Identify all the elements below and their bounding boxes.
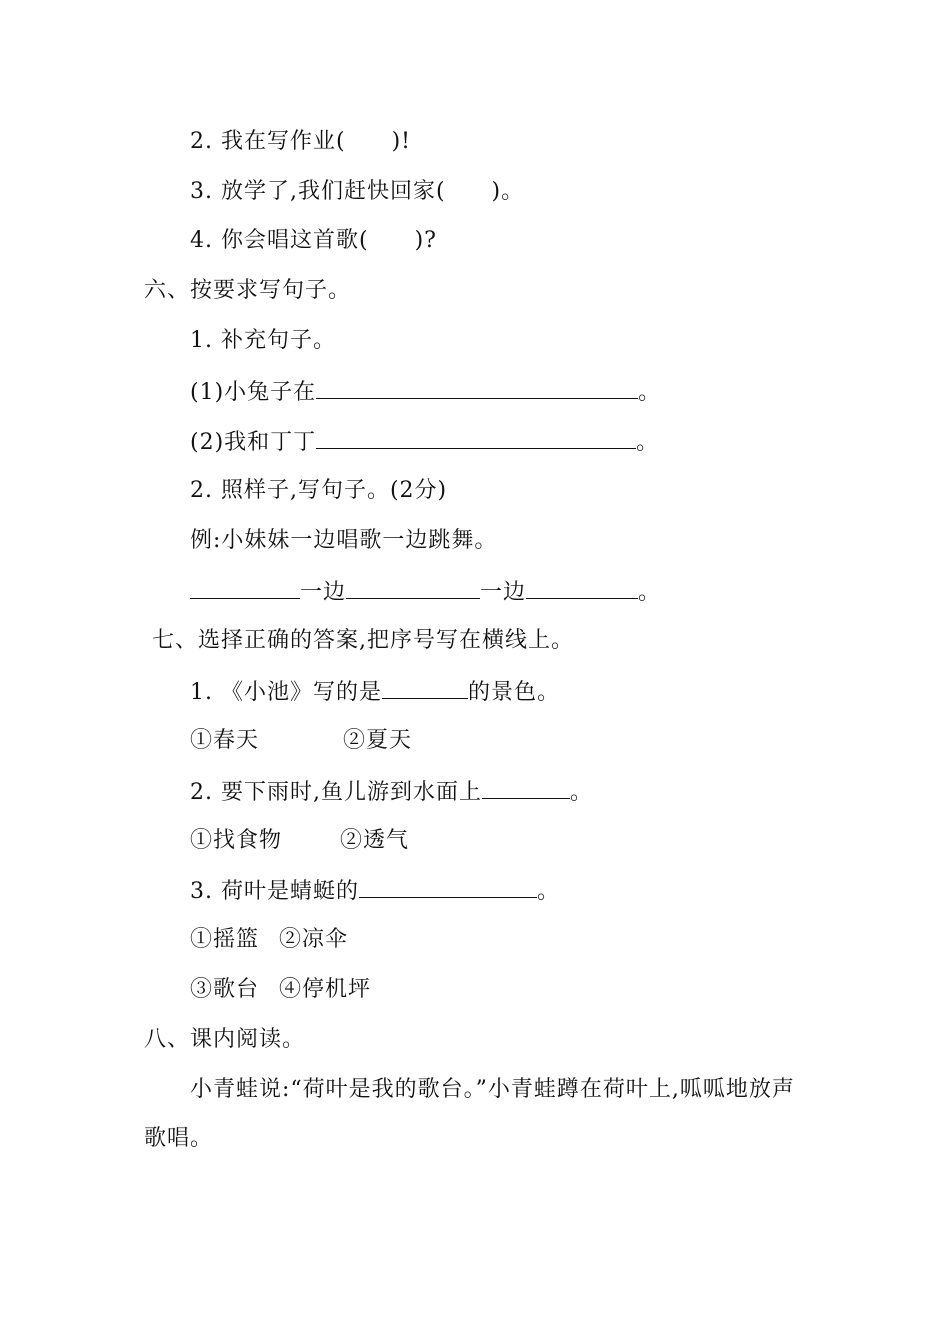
option-2: ②透气: [340, 828, 410, 853]
answer-blank[interactable]: [382, 676, 468, 699]
section-7-q3-options-row1: [190, 925, 348, 955]
option-4: ④停机坪: [279, 977, 372, 1002]
section-7-heading: 七、选择正确的答案,把序号写在横线上。: [152, 628, 574, 653]
q2-prefix: 2. 要下雨时,鱼儿游到水面上: [190, 780, 482, 805]
q2-suffix: 。: [569, 780, 593, 805]
answer-blank[interactable]: [316, 426, 636, 449]
answer-blank[interactable]: [482, 776, 570, 799]
item2-prefix: (2)我和丁丁: [190, 430, 317, 455]
section-6-part2-title: 2. 照样子,写句子。(2分): [190, 478, 448, 503]
yibian-word: 一边: [300, 580, 347, 605]
question-5-3: 3. 放学了,我们赶快回家( )。: [190, 179, 525, 204]
q3-suffix: 。: [536, 879, 560, 904]
option-1: ①春天: [190, 728, 260, 753]
section-7-q3: [190, 875, 560, 907]
section-7-q3-options-row2: [190, 975, 371, 1005]
item1-prefix: (1)小兔子在: [190, 380, 317, 405]
period: 。: [638, 580, 662, 605]
section-6-pattern-sentence: [190, 576, 661, 608]
q1-prefix: 1. 《小池》写的是: [190, 680, 382, 705]
reading-paragraph-line-1: 小青蛙说:“荷叶是我的歌台。”小青蛙蹲在荷叶上,呱呱地放声: [190, 1077, 795, 1102]
section-6-part1-title: 1. 补充句子。: [190, 328, 336, 353]
option-1: ①找食物: [190, 828, 283, 853]
section-6-heading: 六、按要求写句子。: [144, 278, 352, 303]
answer-blank[interactable]: [190, 576, 300, 599]
answer-blank[interactable]: [526, 576, 638, 599]
period: 。: [636, 430, 660, 455]
q1-suffix: 的景色。: [467, 680, 560, 705]
section-8-heading: 八、课内阅读。: [144, 1027, 306, 1052]
reading-paragraph-line-2: 歌唱。: [144, 1126, 214, 1151]
section-7-q2-options: [190, 826, 409, 856]
answer-blank[interactable]: [316, 376, 638, 399]
yibian-word: 一边: [480, 580, 527, 605]
section-7-q2: [190, 776, 593, 808]
answer-blank[interactable]: [359, 875, 537, 898]
section-6-item1: [190, 376, 661, 408]
section-6-item2: [190, 426, 659, 458]
question-5-2: 2. 我在写作业( )!: [190, 129, 411, 154]
option-3: ③歌台: [190, 977, 260, 1002]
option-2: ②夏天: [343, 728, 413, 753]
period: 。: [638, 380, 662, 405]
question-5-4: 4. 你会唱这首歌( )?: [190, 228, 437, 253]
section-7-q1-options: [190, 726, 412, 756]
answer-blank[interactable]: [346, 576, 480, 599]
q3-prefix: 3. 荷叶是蜻蜓的: [190, 879, 359, 904]
section-7-q1: [190, 676, 560, 708]
option-1: ①摇篮: [190, 927, 260, 952]
section-6-example: 例:小妹妹一边唱歌一边跳舞。: [190, 528, 498, 553]
option-2: ②凉伞: [279, 927, 349, 952]
